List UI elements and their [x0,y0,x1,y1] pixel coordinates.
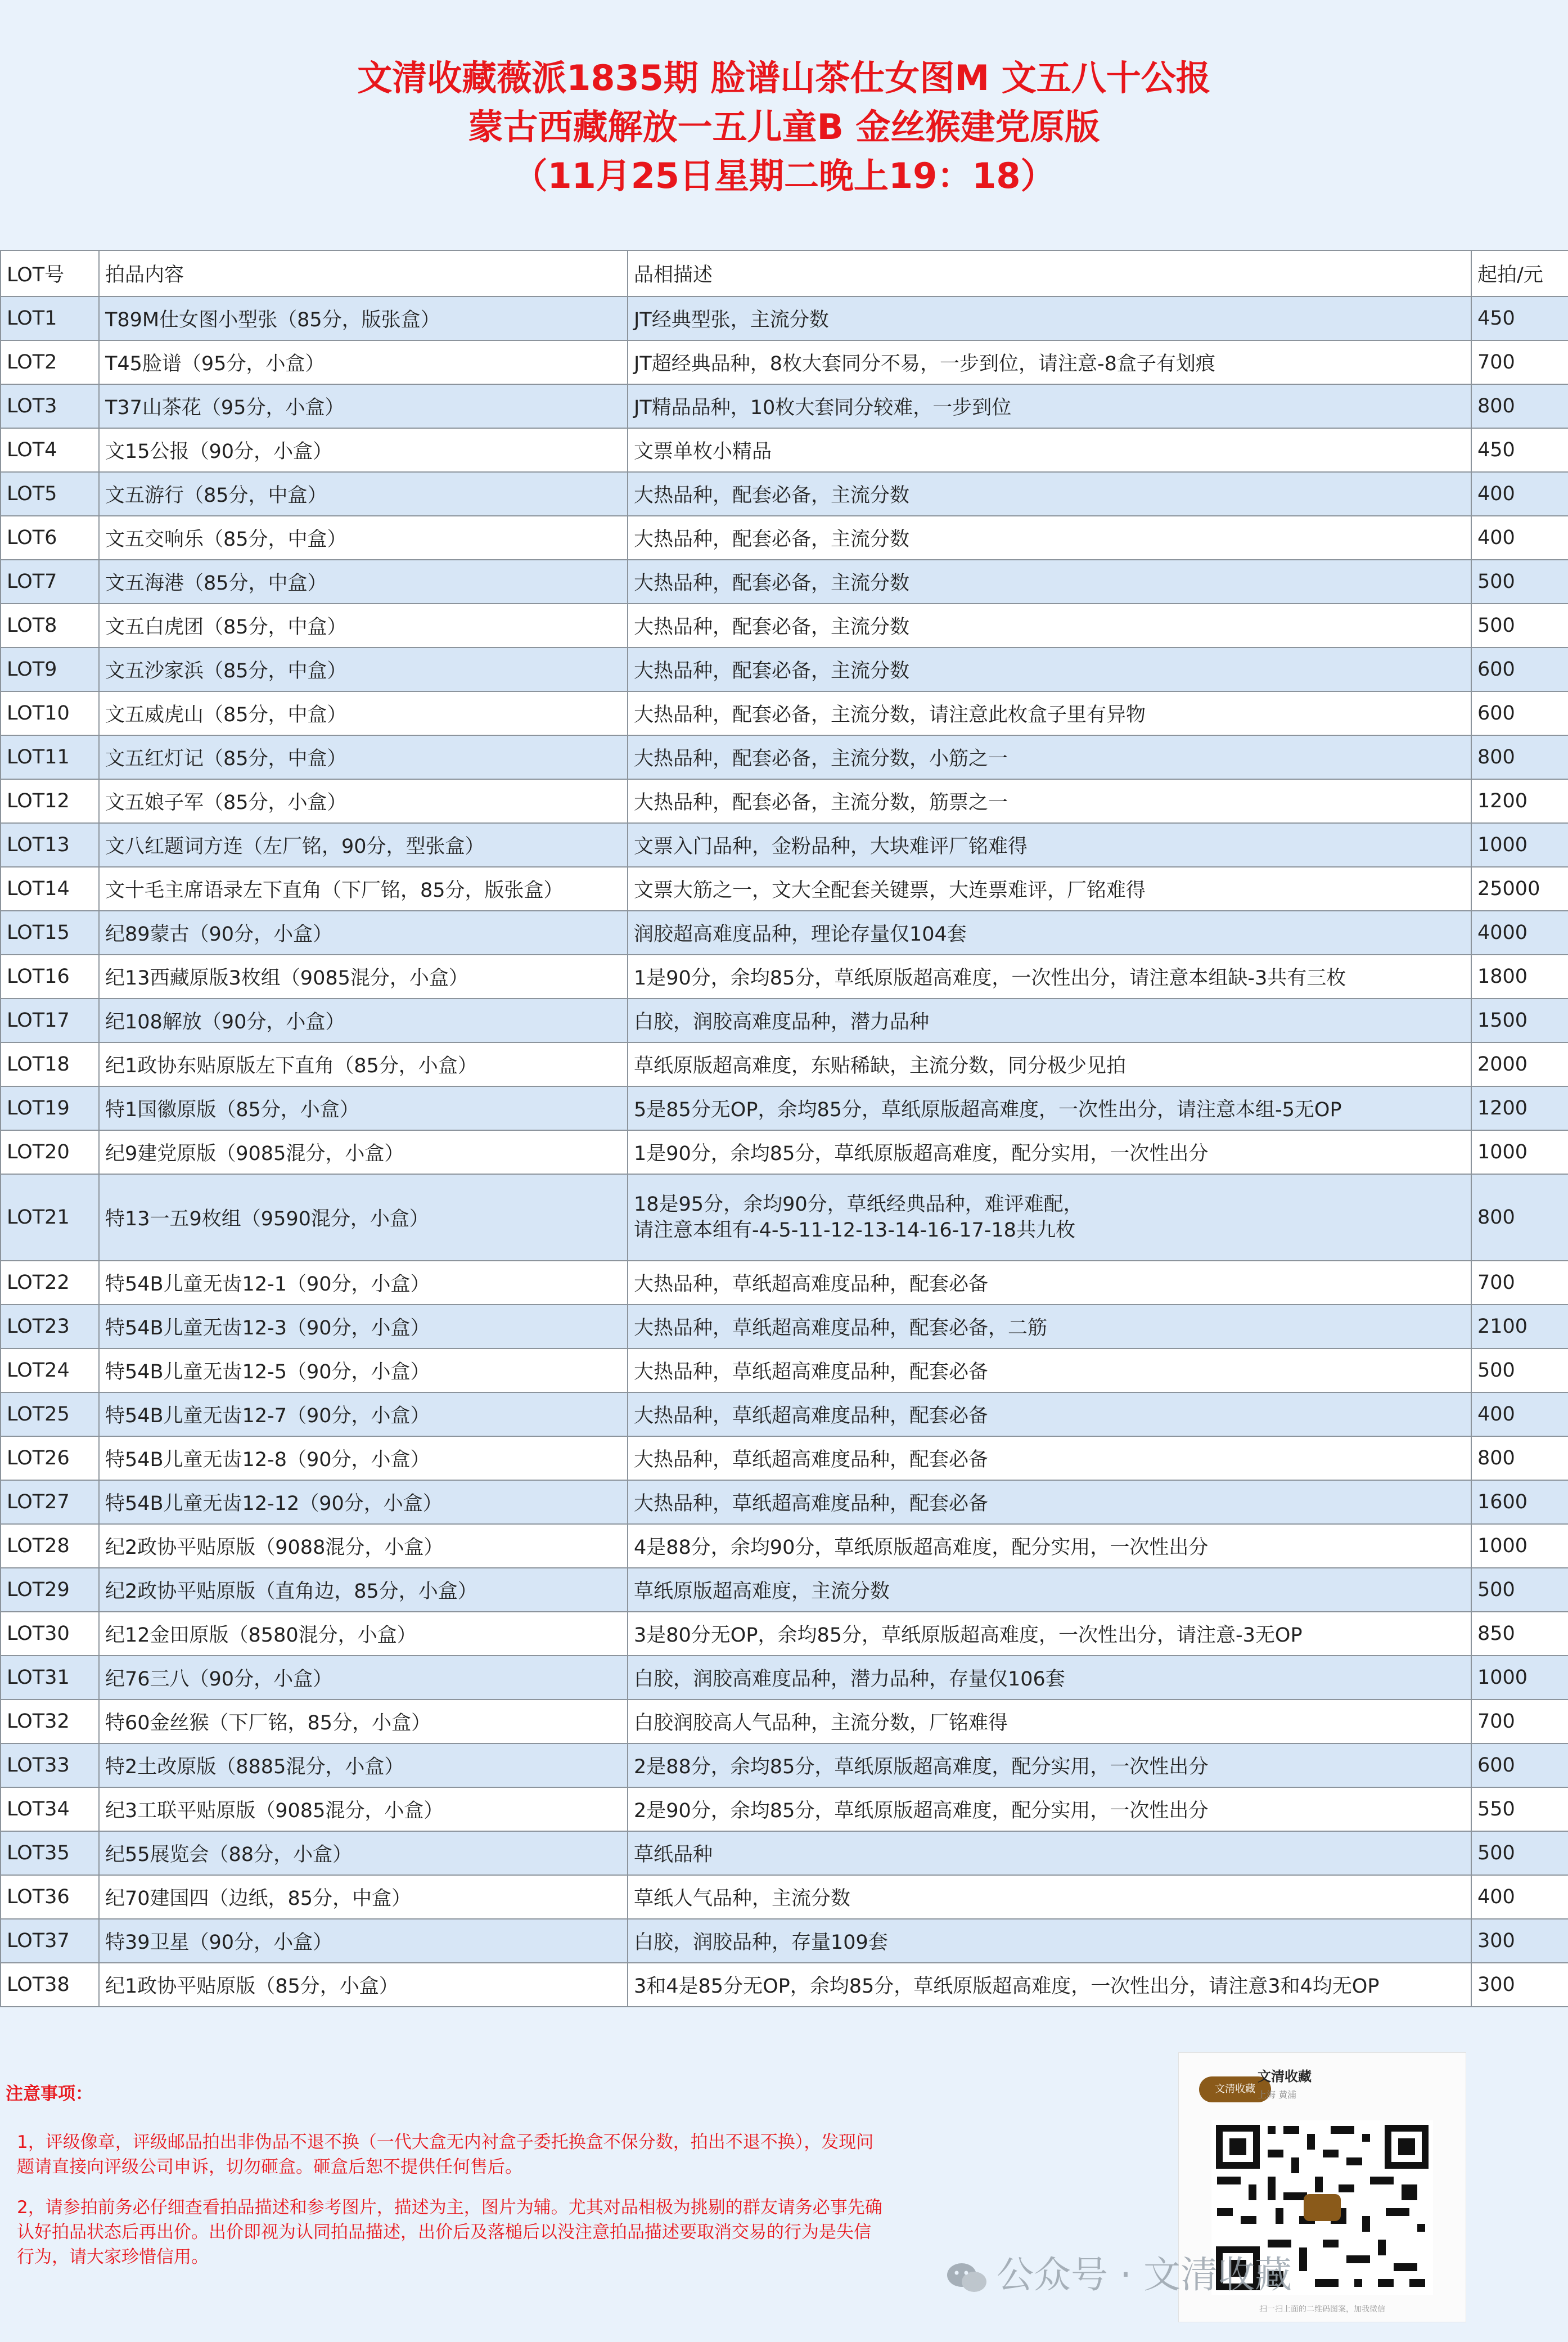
cell-condition: 1是90分，余均85分，草纸原版超高难度，一次性出分，请注意本组缺-3共有三枚 [628,955,1471,999]
cell-condition: 大热品种，配套必备，主流分数，小筋之一 [628,735,1471,779]
cell-content: 纪55展览会（88分，小盒） [99,1831,628,1875]
cell-lot: LOT20 [1,1130,99,1174]
cell-condition: JT经典型张，主流分数 [628,296,1471,340]
table-row [1,648,1568,691]
cell-lot: LOT23 [1,1305,99,1348]
cell-price: 1600 [1471,1480,1568,1524]
cell-content: 特54B儿童无齿12-12（90分，小盒） [99,1480,628,1524]
cell-lot: LOT12 [1,779,99,823]
cell-price: 550 [1471,1787,1568,1831]
watermark-text: 公众号 · 文清收藏 [997,2253,1292,2296]
cell-content: T45脸谱（95分，小盒） [99,340,628,384]
table-row [1,516,1568,560]
cell-price: 2100 [1471,1305,1568,1348]
table-row [1,823,1568,867]
cell-condition: 大热品种，配套必备，主流分数 [628,560,1471,604]
cell-lot: LOT11 [1,735,99,779]
cell-price: 700 [1471,340,1568,384]
table-row [1,428,1568,472]
cell-content: 特1国徽原版（85分，小盒） [99,1086,628,1130]
cell-content: 纪89蒙古（90分，小盒） [99,911,628,955]
cell-lot: LOT17 [1,999,99,1042]
cell-lot: LOT35 [1,1831,99,1875]
table-row [1,911,1568,955]
table-row [1,867,1568,911]
cell-price: 500 [1471,604,1568,648]
cell-price: 800 [1471,735,1568,779]
page-title [0,53,1568,200]
cell-price: 500 [1471,1831,1568,1875]
cell-condition: 草纸原版超高难度，东贴稀缺，主流分数，同分极少见拍 [628,1042,1471,1086]
qr-account-name: 文清收藏 [1258,2069,1312,2084]
cell-price: 4000 [1471,911,1568,955]
cell-lot: LOT27 [1,1480,99,1524]
table-row [1,384,1568,428]
cell-condition: 18是95分，余均90分，草纸经典品种，难评难配， 请注意本组有-4-5-11-12-13-14-16-17-18共九枚 [628,1174,1471,1261]
cell-condition: 3和4是85分无OP，余均85分，草纸原版超高难度，一次性出分，请注意3和4均无OP [628,1963,1471,2007]
table-row [1,472,1568,516]
table-row [1,296,1568,340]
cell-condition: 大热品种，配套必备，主流分数，请注意此枚盒子里有异物 [628,691,1471,735]
table-row [1,1524,1568,1568]
cell-price: 2000 [1471,1042,1568,1086]
cell-content: 文五威虎山（85分，中盒） [99,691,628,735]
cell-content: 特54B儿童无齿12-7（90分，小盒） [99,1392,628,1436]
cell-lot: LOT21 [1,1174,99,1261]
cell-content: 文五娘子军（85分，小盒） [99,779,628,823]
header-condition: 品相描述 [628,250,1471,296]
cell-condition: 文票大筋之一，文大全配套关键票，大连票难评，厂铭难得 [628,867,1471,911]
cell-condition: JT超经典品种，8枚大套同分不易，一步到位，请注意-8盒子有划痕 [628,340,1471,384]
cell-price: 1200 [1471,779,1568,823]
table-row [1,1700,1568,1743]
title-line-3: （11月25日星期二晚上19：18） [512,155,1056,196]
cell-price: 700 [1471,1700,1568,1743]
cell-content: 文五游行（85分，中盒） [99,472,628,516]
cell-condition: 文票入门品种，金粉品种，大块难评厂铭难得 [628,823,1471,867]
cell-price: 300 [1471,1963,1568,2007]
cell-content: 特54B儿童无齿12-8（90分，小盒） [99,1436,628,1480]
table-row [1,340,1568,384]
cell-price: 600 [1471,648,1568,691]
cell-condition: 大热品种，配套必备，主流分数 [628,472,1471,516]
cell-content: 纪70建国四（边纸，85分，中盒） [99,1875,628,1919]
cell-condition: 4是88分，余均90分，草纸原版超高难度，配分实用，一次性出分 [628,1524,1471,1568]
cell-lot: LOT36 [1,1875,99,1919]
cell-lot: LOT15 [1,911,99,955]
cell-content: 文五白虎团（85分，中盒） [99,604,628,648]
cell-condition: 大热品种，草纸超高难度品种，配套必备 [628,1348,1471,1392]
cell-lot: LOT25 [1,1392,99,1436]
wechat-icon [946,2260,988,2294]
cell-condition: 白胶润胶高人气品种，主流分数，厂铭难得 [628,1700,1471,1743]
table-row [1,1348,1568,1392]
cell-condition: 大热品种，配套必备，主流分数 [628,648,1471,691]
cell-lot: LOT32 [1,1700,99,1743]
cell-condition: 大热品种，草纸超高难度品种，配套必备 [628,1480,1471,1524]
cell-lot: LOT8 [1,604,99,648]
cell-lot: LOT31 [1,1656,99,1700]
table-row [1,1305,1568,1348]
cell-condition: 润胶超高难度品种，理论存量仅104套 [628,911,1471,955]
cell-condition: JT精品品种，10枚大套同分较难，一步到位 [628,384,1471,428]
cell-content: T89M仕女图小型张（85分，版张盒） [99,296,628,340]
table-row [1,1743,1568,1787]
cell-content: 特13一五9枚组（9590混分，小盒） [99,1174,628,1261]
table-row [1,1436,1568,1480]
table-row [1,1875,1568,1919]
cell-price: 400 [1471,516,1568,560]
table-row [1,1086,1568,1130]
cell-price: 1000 [1471,823,1568,867]
cell-condition: 2是88分，余均85分，草纸原版超高难度，配分实用，一次性出分 [628,1743,1471,1787]
table-row [1,691,1568,735]
cell-condition: 大热品种，配套必备，主流分数 [628,516,1471,560]
cell-lot: LOT5 [1,472,99,516]
cell-content: 纪1政协东贴原版左下直角（85分，小盒） [99,1042,628,1086]
cell-price: 450 [1471,428,1568,472]
cell-lot: LOT34 [1,1787,99,1831]
cell-price: 1800 [1471,955,1568,999]
qr-account-location: 上海 黄浦 [1258,2089,1297,2100]
table-row [1,1919,1568,1963]
header-start-price: 起拍/元 [1471,250,1568,296]
cell-price: 600 [1471,1743,1568,1787]
cell-lot: LOT10 [1,691,99,735]
cell-lot: LOT29 [1,1568,99,1612]
cell-content: 纪12金田原版（8580混分，小盒） [99,1612,628,1656]
cell-price: 450 [1471,296,1568,340]
cell-price: 500 [1471,1348,1568,1392]
cell-price: 25000 [1471,867,1568,911]
table-row [1,604,1568,648]
cell-lot: LOT2 [1,340,99,384]
cell-content: 文十毛主席语录左下直角（下厂铭，85分，版张盒） [99,867,628,911]
cell-condition: 大热品种，配套必备，主流分数，筋票之一 [628,779,1471,823]
lot-table [0,250,1568,2007]
cell-price: 800 [1471,384,1568,428]
title-line-1: 文清收藏薇派1835期 脸谱山茶仕女图M 文五八十公报 [357,57,1211,98]
lot-table-body [1,296,1568,2007]
cell-content: 纪2政协平贴原版（9088混分，小盒） [99,1524,628,1568]
cell-lot: LOT37 [1,1919,99,1963]
cell-content: 特54B儿童无齿12-1（90分，小盒） [99,1261,628,1305]
cell-price: 400 [1471,1875,1568,1919]
cell-lot: LOT22 [1,1261,99,1305]
cell-condition: 文票单枚小精品 [628,428,1471,472]
cell-content: 文五海港（85分，中盒） [99,560,628,604]
table-row [1,560,1568,604]
cell-lot: LOT18 [1,1042,99,1086]
table-row [1,955,1568,999]
table-row [1,1480,1568,1524]
table-row [1,735,1568,779]
cell-lot: LOT14 [1,867,99,911]
notes-section [6,2082,883,2285]
cell-condition: 白胶，润胶高难度品种，潜力品种，存量仅106套 [628,1656,1471,1700]
cell-lot: LOT38 [1,1963,99,2007]
cell-lot: LOT16 [1,955,99,999]
cell-price: 1000 [1471,1656,1568,1700]
cell-lot: LOT4 [1,428,99,472]
cell-content: 纪2政协平贴原版（直角边，85分，小盒） [99,1568,628,1612]
notes-item-2: 2，请参拍前务必仔细查看拍品描述和参考图片，描述为主，图片为辅。尤其对品相极为挑剔的群友请务必事先确认好拍品状态后再出价。出价即视为认同拍品描述，出价后及落槌后以没注意拍品描述要取消交易的行为是失信行为，请大家珍惜信用。 [17,2197,882,2267]
cell-condition: 白胶，润胶高难度品种，潜力品种 [628,999,1471,1042]
title-line-2: 蒙古西藏解放一五儿童B 金丝猴建党原版 [468,106,1100,147]
cell-content: 纪1政协平贴原版（85分，小盒） [99,1963,628,2007]
cell-condition: 大热品种，草纸超高难度品种，配套必备 [628,1392,1471,1436]
cell-condition: 白胶，润胶品种，存量109套 [628,1919,1471,1963]
cell-content: 特54B儿童无齿12-3（90分，小盒） [99,1305,628,1348]
cell-lot: LOT19 [1,1086,99,1130]
cell-lot: LOT6 [1,516,99,560]
cell-condition: 大热品种，草纸超高难度品种，配套必备 [628,1436,1471,1480]
table-row [1,1831,1568,1875]
cell-condition: 2是90分，余均85分，草纸原版超高难度，配分实用，一次性出分 [628,1787,1471,1831]
cell-price: 1200 [1471,1086,1568,1130]
cell-condition: 5是85分无OP，余均85分，草纸原版超高难度，一次性出分，请注意本组-5无OP [628,1086,1471,1130]
header-lot: LOT号 [1,250,99,296]
cell-condition: 1是90分，余均85分，草纸原版超高难度，配分实用，一次性出分 [628,1130,1471,1174]
table-row [1,999,1568,1042]
cell-lot: LOT13 [1,823,99,867]
cell-price: 800 [1471,1436,1568,1480]
cell-lot: LOT3 [1,384,99,428]
cell-price: 1000 [1471,1130,1568,1174]
cell-content: T37山茶花（95分，小盒） [99,384,628,428]
cell-condition: 草纸品种 [628,1831,1471,1875]
table-row [1,1261,1568,1305]
cell-content: 纪108解放（90分，小盒） [99,999,628,1042]
brand-logo: 文清收藏 [1199,2076,1271,2102]
cell-content: 文五交响乐（85分，中盒） [99,516,628,560]
cell-content: 特39卫星（90分，小盒） [99,1919,628,1963]
table-row [1,1963,1568,2007]
table-row [1,1392,1568,1436]
cell-condition: 大热品种，草纸超高难度品种，配套必备 [628,1261,1471,1305]
cell-lot: LOT30 [1,1612,99,1656]
cell-condition: 大热品种，草纸超高难度品种，配套必备，二筋 [628,1305,1471,1348]
cell-content: 纪13西藏原版3枚组（9085混分，小盒） [99,955,628,999]
cell-price: 400 [1471,1392,1568,1436]
cell-content: 纪9建党原版（9085混分，小盒） [99,1130,628,1174]
table-header-row [1,250,1568,296]
cell-condition: 草纸人气品种，主流分数 [628,1875,1471,1919]
cell-condition: 草纸原版超高难度，主流分数 [628,1568,1471,1612]
table-row [1,1612,1568,1656]
cell-price: 850 [1471,1612,1568,1656]
cell-content: 特54B儿童无齿12-5（90分，小盒） [99,1348,628,1392]
cell-lot: LOT33 [1,1743,99,1787]
notes-heading: 注意事项： [6,2084,93,2104]
cell-lot: LOT7 [1,560,99,604]
cell-content: 特60金丝猴（下厂铭，85分，小盒） [99,1700,628,1743]
cell-content: 文五沙家浜（85分，中盒） [99,648,628,691]
cell-price: 500 [1471,560,1568,604]
qr-caption: 扫一扫上面的二维码图案，加我微信 [1259,2305,1385,2314]
cell-lot: LOT28 [1,1524,99,1568]
cell-lot: LOT9 [1,648,99,691]
table-row [1,1656,1568,1700]
header-content: 拍品内容 [99,250,628,296]
cell-content: 纪76三八（90分，小盒） [99,1656,628,1700]
table-row [1,779,1568,823]
table-row [1,1130,1568,1174]
cell-content: 文15公报（90分，小盒） [99,428,628,472]
cell-lot: LOT24 [1,1348,99,1392]
table-row [1,1042,1568,1086]
notes-item-1: 1，评级像章，评级邮品拍出非伪品不退不换（一代大盒无内衬盒子委托换盒不保分数，拍出不退不换），发现问题请直接向评级公司申诉，切勿砸盒。砸盒后恕不提供任何售后。 [17,2132,874,2177]
table-row [1,1568,1568,1612]
cell-price: 400 [1471,472,1568,516]
cell-price: 300 [1471,1919,1568,1963]
cell-price: 1000 [1471,1524,1568,1568]
cell-content: 特2土改原版（8885混分，小盒） [99,1743,628,1787]
cell-content: 文八红题词方连（左厂铭，90分，型张盒） [99,823,628,867]
table-row [1,1174,1568,1261]
cell-lot: LOT1 [1,296,99,340]
cell-price: 700 [1471,1261,1568,1305]
cell-price: 500 [1471,1568,1568,1612]
cell-condition: 3是80分无OP，余均85分，草纸原版超高难度，一次性出分，请注意-3无OP [628,1612,1471,1656]
cell-content: 文五红灯记（85分，中盒） [99,735,628,779]
cell-condition: 大热品种，配套必备，主流分数 [628,604,1471,648]
cell-price: 1500 [1471,999,1568,1042]
cell-content: 纪3工联平贴原版（9085混分，小盒） [99,1787,628,1831]
cell-price: 600 [1471,691,1568,735]
cell-lot: LOT26 [1,1436,99,1480]
cell-price: 800 [1471,1174,1568,1261]
watermark [946,2245,1292,2298]
table-row [1,1787,1568,1831]
